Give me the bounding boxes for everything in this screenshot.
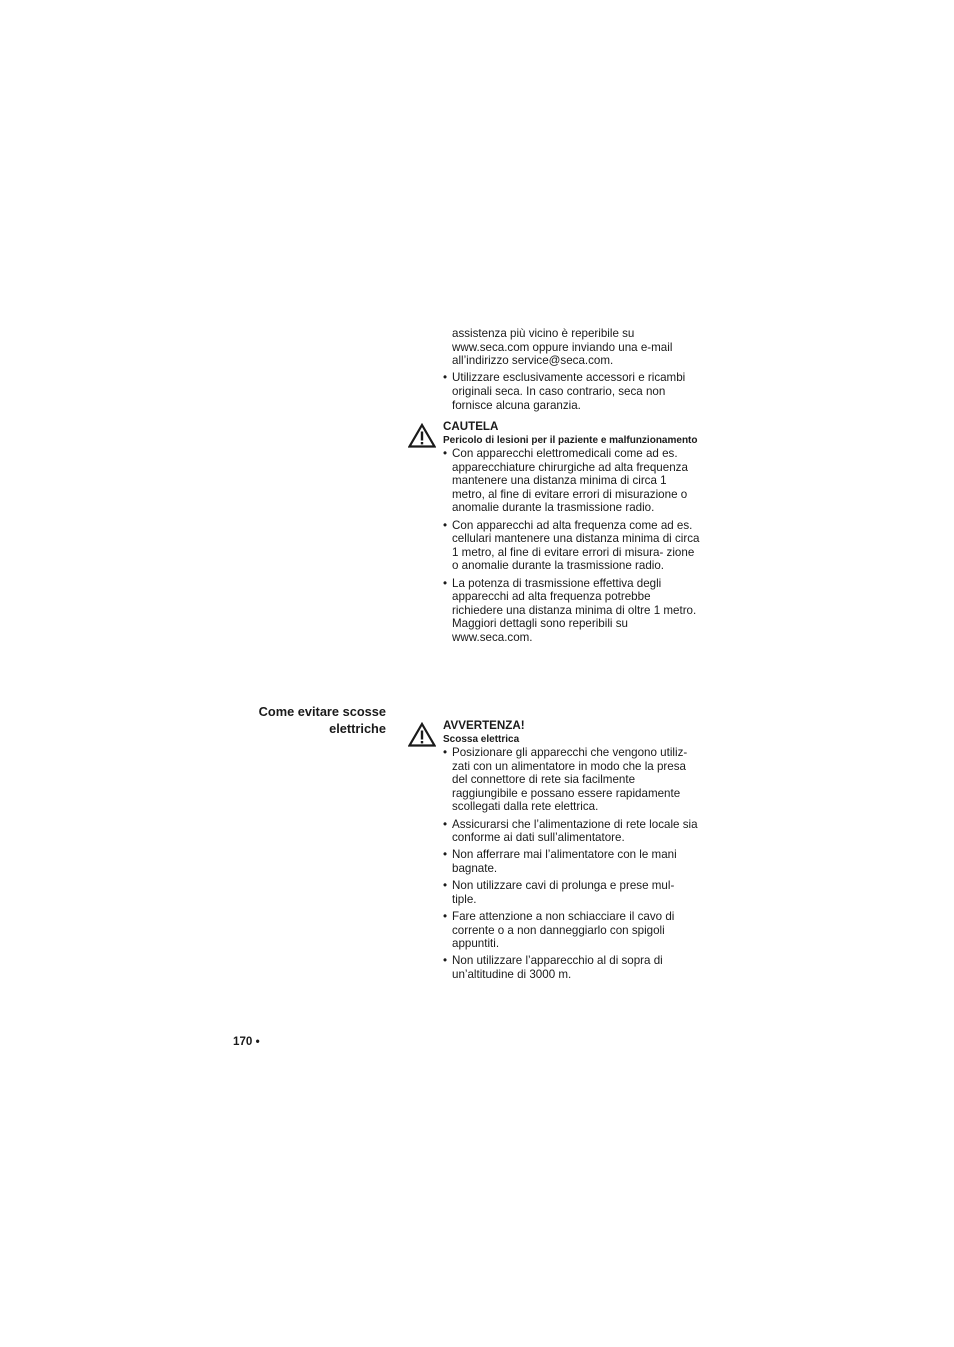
list-item: • La potenza di trasmissione effettiva degli apparecchi ad alta frequenza potrebbe richiedere una distanza minima di oltre 1 metro. Maggiori dettagli sono reperibili su www.seca.com. [443, 577, 701, 645]
section-heading-line: Come evitare scosse [258, 704, 386, 719]
list-item: • Non afferrare mai l’alimentatore con le mani bagnate. [443, 848, 701, 875]
warning-bullet-list [443, 746, 701, 981]
list-item: • Non utilizzare l’apparecchio al di sopra di un’altitudine di 3000 m. [443, 954, 701, 981]
list-item: • Assicurarsi che l’alimentazione di rete locale sia conforme ai dati sull’alimentatore. [443, 818, 701, 845]
warning-triangle-icon [408, 722, 436, 747]
caution-title: CAUTELA [443, 420, 499, 433]
list-item: • Fare attenzione a non schiacciare il cavo di corrente o a non danneggiarlo con spigoli appuntiti. [443, 910, 701, 951]
caution-bullet-list [443, 447, 701, 645]
list-item: • Posizionare gli apparecchi che vengono utiliz- zati con un alimentatore in modo che la presa del connettore di rete sia facilmente raggiungibile e possano essere rapidamente scollegati dalla rete elettrica. [443, 746, 701, 814]
list-item: • Con apparecchi ad alta frequenza come ad es. cellulari mantenere una distanza minima di circa 1 metro, al fine di evitare errori di misura- zione o anomalie durante la trasmissione radio. [443, 519, 701, 573]
intro-continuation-text: assistenza più vicino è reperibile su www.seca.com oppure inviando una e-mail all’indirizzo service@seca.com. [452, 327, 673, 368]
list-item: • Utilizzare esclusivamente accessori e ricambi originali seca. In caso contrario, seca non fornisce alcuna garanzia. [443, 371, 702, 412]
list-item: • Non utilizzare cavi di prolunga e prese mul- tiple. [443, 879, 701, 906]
page-number: 170 • [233, 1035, 260, 1048]
section-heading [206, 703, 386, 737]
warning-triangle-icon [408, 423, 436, 448]
warning-title: AVVERTENZA! [443, 719, 525, 732]
list-item: • Con apparecchi elettromedicali come ad es. apparecchiature chirurgiche ad alta frequenza mantenere una distanza minima di circa 1 metro, al fine di evitare errori di misurazione o anomalie durante la trasmissione radio. [443, 447, 701, 515]
intro-bullet-list [443, 371, 702, 412]
warning-subtitle: Scossa elettrica [443, 734, 520, 745]
section-heading-line: elettriche [329, 721, 386, 736]
caution-subtitle: Pericolo di lesioni per il paziente e malfunzionamento [443, 435, 698, 446]
warning-block [443, 719, 701, 981]
caution-block [443, 420, 701, 645]
intro-block [452, 327, 702, 412]
